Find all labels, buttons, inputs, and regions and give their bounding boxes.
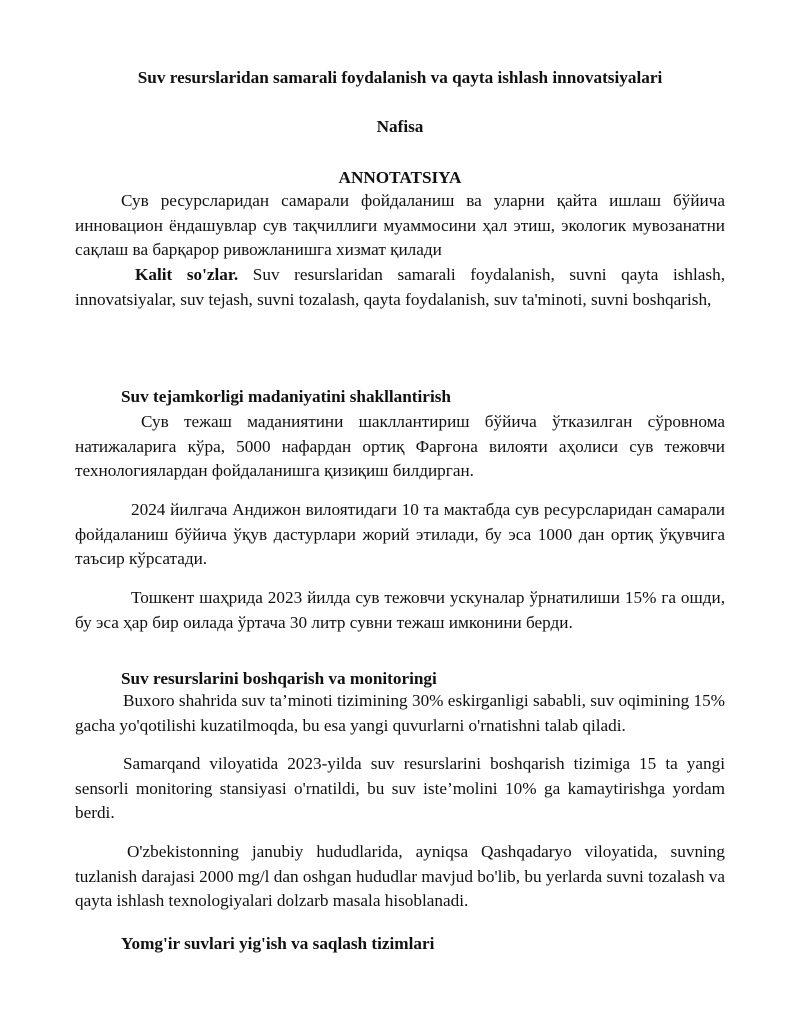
annotation-text: Сув ресурсларидан самарали фойдаланиш ва уларни қайта ишлаш бўйича инновацион ёндашувлар сув тақчиллиги муаммосини ҳал этиш, экологик мувозанатни сақлаш ва барқарор ривожланишга хизмат қилади xyxy=(75,191,725,259)
section-heading-rainwater: Yomg'ir suvlari yig'ish va saqlash tizimlari xyxy=(121,934,435,953)
paragraph-tashkent: Тошкент шаҳрида 2023 йилда сув тежовчи ускуналар ўрнатилиши 15% га ошди, бу эса ҳар бир оилада ўртача 30 литр сувни тежаш имконини берди. xyxy=(75,588,725,632)
section-heading-management: Suv resurslarini boshqarish va monitoringi xyxy=(121,669,437,688)
annotation-heading: ANNOTATSIYA xyxy=(338,168,462,187)
paragraph-survey: Сув тежаш маданиятини шакллантириш бўйича ўтказилган сўровнома натижаларига кўра, 5000 нафардан ортиқ Фарғона вилояти аҳолиси сув тежовчи технологиялардан фойдаланишга қизиқиш билдирган. xyxy=(75,412,725,480)
section-heading-water-saving: Suv tejamkorligi madaniyatini shakllantirish xyxy=(121,387,451,406)
paragraph-kashkadarya: O'zbekistonning janubiy hududlarida, ayniqsa Qashqadaryo viloyatida, suvning tuzlanish darajasi 2000 mg/l dan oshgan hududlar mavjud bo'lib, bu yerlarda suvni tozalash va qayta ishlash texnologiyalari dolzarb masala hisoblanadi. xyxy=(75,842,725,910)
paragraph-andijan-schools: 2024 йилгача Андижон вилоятидаги 10 та мактабда сув ресурсларидан самарали фойдаланиш бўйича ўқув дастурлари жорий этилади, бу эса 1000 дан ортиқ ўқувчига таъсир кўрсатади. xyxy=(75,500,725,568)
keywords-text: Suv resurslaridan samarali foydalanish, suvni qayta ishlash, innovatsiyalar, suv tejash, suvni tozalash, qayta foydalanish, suv ta'minoti, suvni boshqarish, xyxy=(75,265,725,309)
paragraph-samarkand: Samarqand viloyatida 2023-yilda suv resurslarini boshqarish tizimiga 15 ta yangi sensorli monitoring stansiyasi o'rnatildi, bu suv iste’molini 10% ga kamaytirishga yordam berdi. xyxy=(75,754,725,822)
author-name: Nafisa xyxy=(376,117,424,136)
paragraph-bukhara: Buxoro shahrida suv ta’minoti tizimining 30% eskirganligi sababli, suv oqimining 15% gacha yo'qotilishi kuzatilmoqda, bu esa yangi quvurlarni o'rnatishni talab qiladi. xyxy=(75,691,725,735)
keywords-paragraph xyxy=(75,263,725,312)
keywords-label: Kalit so'zlar. xyxy=(135,265,239,284)
document-title: Suv resurslaridan samarali foydalanish va qayta ishlash innovatsiyalari xyxy=(137,68,663,87)
